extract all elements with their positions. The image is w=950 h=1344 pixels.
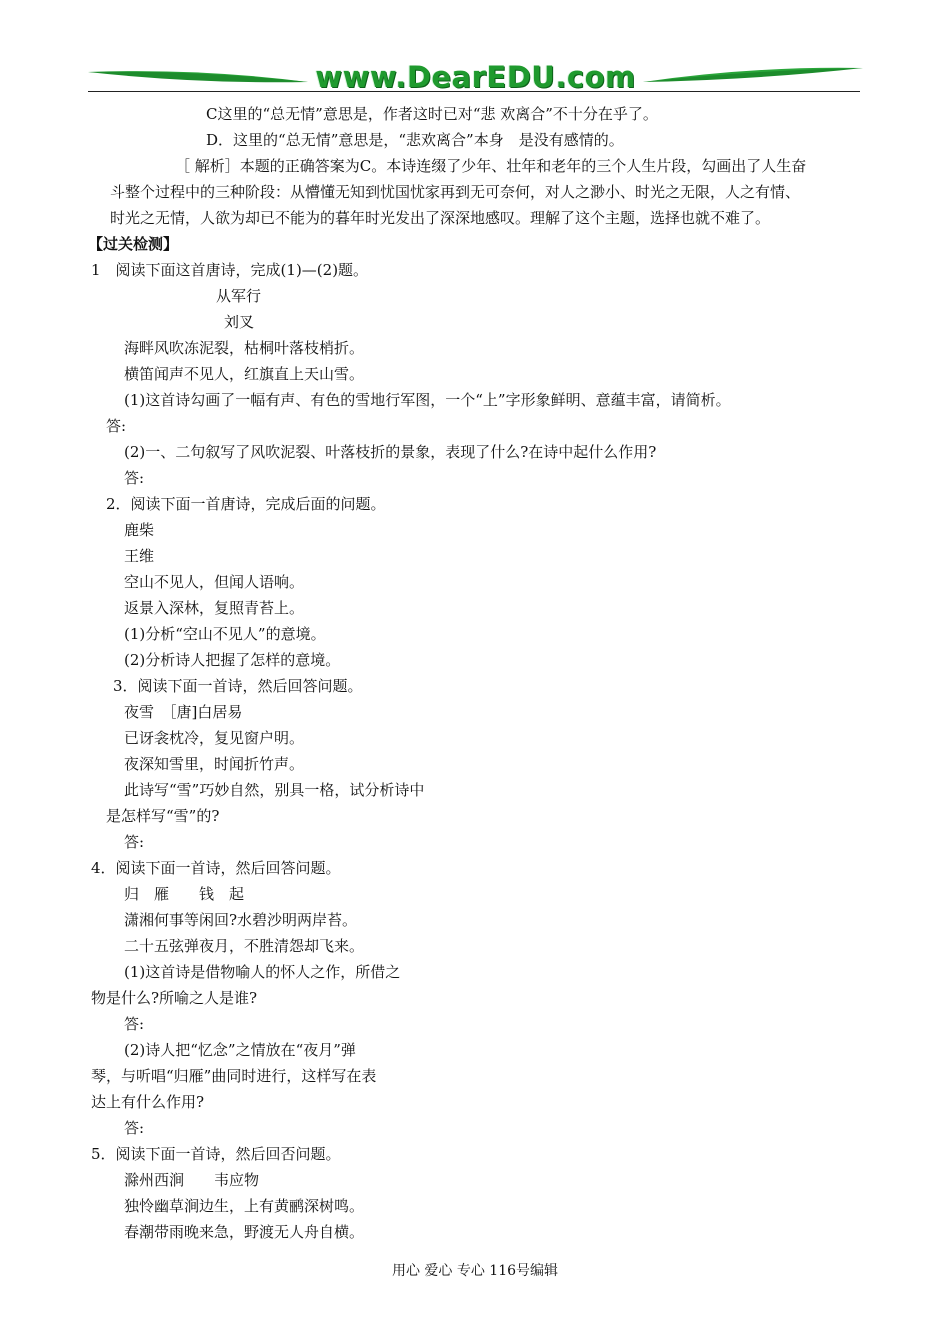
q2-sub-2: (2)分析诗人把握了怎样的意境。 bbox=[124, 651, 341, 669]
analysis-line-2: 斗整个过程中的三种阶段：从懵懂无知到忧国忧家再到无可奈何，对人之渺小、时光之无限，人之有情、 bbox=[110, 183, 801, 201]
q4-sub-1-line-1: (1)这首诗是借物喻人的怀人之作，所借之 bbox=[124, 963, 401, 981]
q4-poem-line-1: 潇湘何事等闲回?水碧沙明两岸苔。 bbox=[124, 911, 358, 929]
q3-poem-title: 夜雪 ［唐]白居易 bbox=[124, 703, 243, 721]
site-logo-text: www.DearEDU.com bbox=[315, 60, 636, 94]
q4-sub-2-line-3: 达上有什么作用? bbox=[91, 1093, 205, 1111]
q4-prompt: 4．阅读下面一首诗，然后回答问题。 bbox=[91, 859, 341, 877]
q2-poem-line-1: 空山不见人，但闻人语响。 bbox=[124, 573, 305, 591]
q5-poem-title: 滁州西涧 韦应物 bbox=[124, 1171, 260, 1189]
q3-question-line-2: 是怎样写“雪”的? bbox=[106, 807, 220, 825]
q1-sub-1: (1)这首诗勾画了一幅有声、有色的雪地行军图，一个“上”字形象鲜明、意蕴丰富，请简析。 bbox=[124, 391, 731, 409]
option-c-line: C这里的“总无情”意思是，作者这时已对“悲 欢离合”不十分在乎了。 bbox=[206, 105, 658, 123]
analysis-line-3: 时光之无情，人欲为却已不能为的暮年时光发出了深深地感叹。理解了这个主题，选择也就不难了。 bbox=[110, 209, 771, 227]
q3-poem-line-1: 已讶衾枕冷，复见窗户明。 bbox=[124, 729, 305, 747]
q1-prompt: 1 阅读下面这首唐诗，完成(1)—(2)题。 bbox=[91, 261, 369, 279]
q5-poem-line-1: 独怜幽草涧边生，上有黄鹂深树鸣。 bbox=[124, 1197, 365, 1215]
q1-sub-1-answer: 答: bbox=[106, 417, 127, 435]
q4-poem-line-2: 二十五弦弹夜月，不胜清怨却飞来。 bbox=[124, 937, 365, 955]
q1-sub-2: (2)一、二句叙写了风吹泥裂、叶落枝折的景象，表现了什么?在诗中起什么作用? bbox=[124, 443, 657, 461]
q3-poem-line-2: 夜深知雪里，时闻折竹声。 bbox=[124, 755, 305, 773]
q1-poem-line-2: 横笛闻声不见人，红旗直上天山雪。 bbox=[124, 365, 365, 383]
q1-poem-author: 刘叉 bbox=[224, 313, 255, 331]
q2-poem-line-2: 返景入深林，复照青苔上。 bbox=[124, 599, 305, 617]
q5-poem-line-2: 春潮带雨晚来急，野渡无人舟自横。 bbox=[124, 1223, 365, 1241]
q2-poem-title: 鹿柴 bbox=[124, 521, 155, 539]
q4-poem-title: 归 雁 钱 起 bbox=[124, 885, 245, 903]
q2-poem-author: 王维 bbox=[124, 547, 155, 565]
header-divider bbox=[88, 91, 860, 92]
q3-prompt: 3．阅读下面一首诗，然后回答问题。 bbox=[113, 677, 363, 695]
q3-answer: 答: bbox=[124, 833, 145, 851]
q4-sub-1-line-2: 物是什么?所喻之人是谁? bbox=[91, 989, 258, 1007]
q1-poem-title: 从军行 bbox=[216, 287, 262, 305]
q2-prompt: 2．阅读下面一首唐诗，完成后面的问题。 bbox=[106, 495, 386, 513]
q1-poem-line-1: 海畔风吹冻泥裂，枯桐叶落枝梢折。 bbox=[124, 339, 365, 357]
q4-sub-2-answer: 答: bbox=[124, 1119, 145, 1137]
page-footer: 用心 爱心 专心 116号编辑 bbox=[391, 1263, 559, 1279]
q4-sub-2-line-2: 琴，与听唱“归雁”曲同时进行，这样写在表 bbox=[91, 1067, 377, 1085]
option-d-line: D．这里的“总无情”意思是，“悲欢离合”本身 是没有感情的。 bbox=[206, 131, 624, 149]
q5-prompt: 5．阅读下面一首诗，然后回否问题。 bbox=[91, 1145, 341, 1163]
q4-sub-2-line-1: (2)诗人把“忆念”之情放在“夜月”弹 bbox=[124, 1041, 356, 1059]
q2-sub-1: (1)分析“空山不见人”的意境。 bbox=[124, 625, 326, 643]
q4-sub-1-answer: 答: bbox=[124, 1015, 145, 1033]
analysis-line-1: ［ 解析］本题的正确答案为C。本诗连缀了少年、壮年和老年的三个人生片段，勾画出了人生奋 bbox=[175, 157, 807, 175]
q1-sub-2-answer: 答: bbox=[124, 469, 145, 487]
q3-question-line-1: 此诗写“雪”巧妙自然，别具一格，试分析诗中 bbox=[124, 781, 425, 799]
section-heading: 【过关检测】 bbox=[88, 235, 179, 253]
